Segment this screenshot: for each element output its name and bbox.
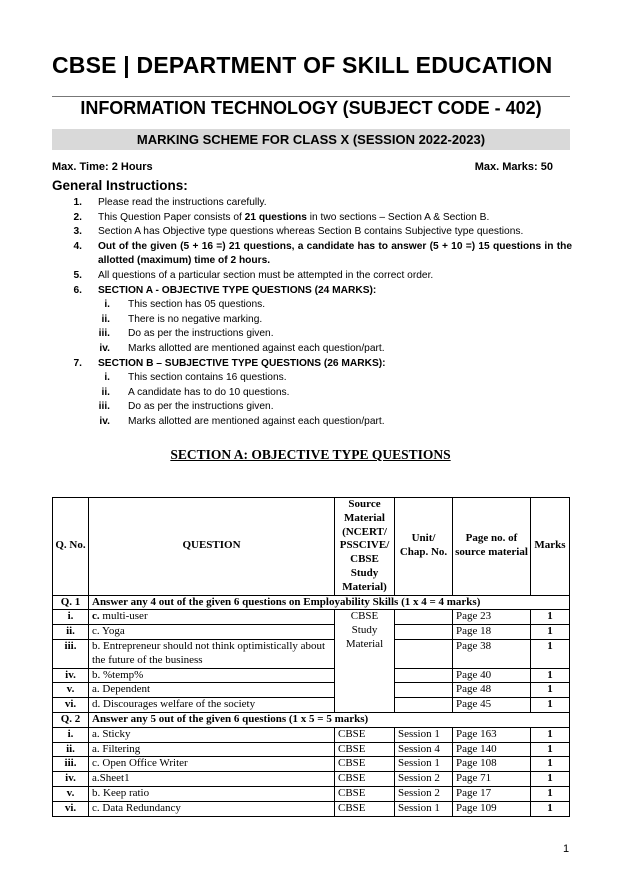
instructions-list <box>52 196 572 430</box>
instruction-subitem: ii. There is no negative marking. <box>101 313 263 325</box>
marks-cell: 1 <box>531 801 570 816</box>
section-a-title: SECTION A: OBJECTIVE TYPE QUESTIONS <box>170 447 451 462</box>
marks-cell: 1 <box>531 772 570 787</box>
source-cell: CBSE <box>335 742 395 757</box>
instruction-item: 6. SECTION A - OBJECTIVE TYPE QUESTIONS (24 MARKS): <box>73 284 377 296</box>
instruction-item: 1. Please read the instructions carefully. <box>73 197 267 208</box>
unit-cell <box>395 683 453 698</box>
sub-question-number: iv. <box>53 772 89 787</box>
table-row <box>53 668 570 683</box>
source-cell: CBSE <box>335 757 395 772</box>
instruction-subitem: ii. A candidate has to do 10 questions. <box>101 386 290 398</box>
sub-question-number: i. <box>53 610 89 625</box>
answer-cell: c. Data Redundancy <box>89 801 335 816</box>
instruction-item: 3. Section A has Objective type questions whereas Section B contains Subjective type questions. <box>73 226 524 238</box>
unit-cell: Session 2 <box>395 772 453 787</box>
question-instruction: Answer any 5 out of the given 6 questions (1 x 5 = 5 marks) <box>89 712 570 727</box>
page-cell: Page 109 <box>453 801 531 816</box>
answer-cell: a. Dependent <box>89 683 335 698</box>
answer-cell: c. Open Office Writer <box>89 757 335 772</box>
page-cell: Page 163 <box>453 727 531 742</box>
table-row <box>53 742 570 757</box>
page-cell: Page 17 <box>453 786 531 801</box>
subject-title: INFORMATION TECHNOLOGY (SUBJECT CODE - 402) <box>80 98 542 118</box>
sub-question-number: iii. <box>53 639 89 668</box>
max-marks: Max. Marks: 50 <box>474 161 553 173</box>
instruction-subitem: i. This section contains 16 questions. <box>104 372 287 384</box>
marks-cell: 1 <box>531 742 570 757</box>
page-cell: Page 108 <box>453 757 531 772</box>
sub-question-number: v. <box>53 683 89 698</box>
answer-cell: c. Yoga <box>89 625 335 640</box>
answer-cell: b. Entrepreneur should not think optimistically about the future of the business <box>89 639 335 668</box>
sub-question-number: i. <box>53 727 89 742</box>
answer-cell: a. Sticky <box>89 727 335 742</box>
header-marks: Marks <box>531 498 570 596</box>
page-cell: Page 38 <box>453 639 531 668</box>
marks-cell: 1 <box>531 786 570 801</box>
unit-cell <box>395 625 453 640</box>
table-row <box>53 727 570 742</box>
sub-question-number: ii. <box>53 625 89 640</box>
instruction-subitem: iii. Do as per the instructions given. <box>98 401 274 413</box>
table-row <box>53 757 570 772</box>
unit-cell: Session 2 <box>395 786 453 801</box>
header-unit: Unit/ Chap. No. <box>395 498 453 596</box>
source-cell: CBSE <box>335 772 395 787</box>
sub-question-number: iii. <box>53 757 89 772</box>
unit-cell: Session 1 <box>395 727 453 742</box>
source-cell: CBSE <box>335 727 395 742</box>
table-row <box>53 639 570 668</box>
marks-cell: 1 <box>531 610 570 625</box>
instruction-subitem: iv. Marks allotted are mentioned against each question/part. <box>99 415 385 427</box>
instruction-item: 2. This Question Paper consists of 21 questions in two sections – Section A & Section B. <box>73 211 490 223</box>
general-instructions-heading: General Instructions: <box>52 178 188 193</box>
header-source: Source Material (NCERT/ PSSCIVE/ CBSE Study Material) <box>335 498 395 596</box>
answer-cell: d. Discourages welfare of the society <box>89 698 335 713</box>
question-instruction: Answer any 4 out of the given 6 questions on Employability Skills (1 x 4 = 4 marks) <box>89 595 570 610</box>
sub-question-number: v. <box>53 786 89 801</box>
title-divider <box>52 96 570 97</box>
answer-cell: b. %temp% <box>89 668 335 683</box>
marking-scheme-title: MARKING SCHEME FOR CLASS X (SESSION 2022-2023) <box>136 132 486 147</box>
question-number: Q. 1 <box>53 595 89 610</box>
table-row <box>53 698 570 713</box>
marking-scheme-band <box>52 129 570 150</box>
page-cell: Page 23 <box>453 610 531 625</box>
table-row <box>53 610 570 625</box>
table-row <box>53 786 570 801</box>
answer-cell: b. Keep ratio <box>89 786 335 801</box>
page-cell: Page 71 <box>453 772 531 787</box>
unit-cell: Session 1 <box>395 757 453 772</box>
sub-question-number: iv. <box>53 668 89 683</box>
unit-cell <box>395 610 453 625</box>
unit-cell <box>395 668 453 683</box>
unit-cell <box>395 698 453 713</box>
instruction-subitem: iii. Do as per the instructions given. <box>98 328 274 340</box>
marks-cell: 1 <box>531 757 570 772</box>
marks-cell: 1 <box>531 668 570 683</box>
marks-cell: 1 <box>531 625 570 640</box>
table-row <box>53 595 570 610</box>
unit-cell: Session 4 <box>395 742 453 757</box>
header-qno: Q. No. <box>53 498 89 596</box>
marks-cell: 1 <box>531 727 570 742</box>
answer-cell: a. Filtering <box>89 742 335 757</box>
answer-cell: c. multi-user <box>89 610 335 625</box>
table-row <box>53 712 570 727</box>
marking-scheme-table <box>52 497 570 817</box>
page-cell: Page 140 <box>453 742 531 757</box>
page-cell: Page 45 <box>453 698 531 713</box>
instruction-subitem: iv. Marks allotted are mentioned against each question/part. <box>99 342 385 354</box>
page-cell: Page 48 <box>453 683 531 698</box>
marks-cell: 1 <box>531 698 570 713</box>
answer-cell: a.Sheet1 <box>89 772 335 787</box>
sub-question-number: vi. <box>53 801 89 816</box>
source-cell: CBSE <box>335 801 395 816</box>
table-row <box>53 801 570 816</box>
table-row <box>53 772 570 787</box>
instruction-item: 5. All questions of a particular section must be attempted in the correct order. <box>73 269 434 281</box>
table-row <box>53 625 570 640</box>
header-page: Page no. of source material <box>453 498 531 596</box>
marks-cell: 1 <box>531 639 570 668</box>
page-cell: Page 40 <box>453 668 531 683</box>
source-cell: CBSE <box>335 786 395 801</box>
table-header-row <box>53 498 570 596</box>
sub-question-number: vi. <box>53 698 89 713</box>
instruction-item: 4. Out of the given (5 + 16 =) 21 questions, a candidate has to answer (5 + 10 =) 15 questions in the allotted (maximum) time of 2 hours. <box>73 240 572 267</box>
unit-cell <box>395 639 453 668</box>
instruction-subitem: i. This section has 05 questions. <box>104 299 266 311</box>
document-title: CBSE | DEPARTMENT OF SKILL EDUCATION <box>52 52 553 78</box>
header-question: QUESTION <box>89 498 335 596</box>
source-material: CBSE Study Material <box>335 610 395 713</box>
unit-cell: Session 1 <box>395 801 453 816</box>
page-number: 1 <box>563 843 570 855</box>
page-cell: Page 18 <box>453 625 531 640</box>
table-row <box>53 683 570 698</box>
question-number: Q. 2 <box>53 712 89 727</box>
max-time: Max. Time: 2 Hours <box>52 161 153 173</box>
marks-cell: 1 <box>531 683 570 698</box>
sub-question-number: ii. <box>53 742 89 757</box>
instruction-item: 7. SECTION B – SUBJECTIVE TYPE QUESTIONS (26 MARKS): <box>73 357 386 369</box>
